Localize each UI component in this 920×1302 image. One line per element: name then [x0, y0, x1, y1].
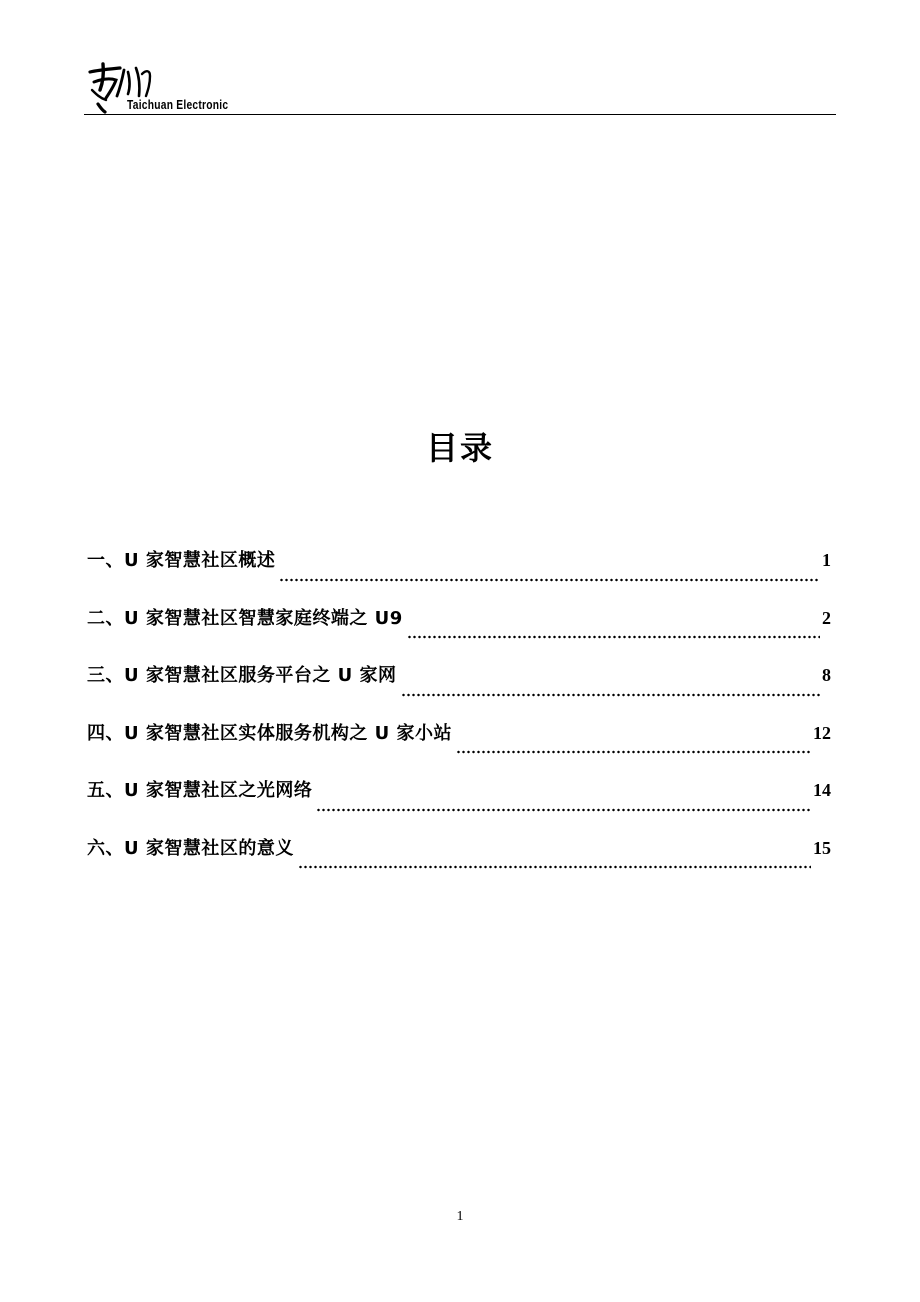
toc-entry[interactable]: [87, 775, 831, 833]
toc-dot-leader: [407, 635, 820, 639]
toc-entry-label: 一、U 家智慧社区概述: [87, 550, 276, 571]
toc-entry-label: 六、U 家智慧社区的意义: [87, 837, 294, 859]
toc-entry-label: 三、U 家智慧社区服务平台之 U 家网: [87, 665, 397, 686]
toc-entry-page: 2: [822, 607, 831, 628]
toc-entry[interactable]: [87, 718, 831, 776]
company-name: Taichuan Electronic: [127, 98, 229, 112]
toc-entry[interactable]: [87, 603, 831, 661]
footer-page-number: 1: [456, 1209, 464, 1224]
table-of-contents: [87, 545, 831, 890]
toc-entry[interactable]: [87, 833, 831, 891]
toc-entry-label: 四、U 家智慧社区实体服务机构之 U 家小站: [87, 722, 453, 744]
toc-dot-leader: [279, 578, 820, 582]
toc-entry-page: 12: [813, 722, 831, 743]
toc-title: 目录: [425, 429, 494, 467]
toc-entry-page: 14: [813, 780, 831, 800]
header-divider: [84, 114, 836, 115]
toc-entry-page: 1: [822, 550, 831, 570]
toc-dot-leader: [298, 865, 811, 869]
toc-dot-leader: [401, 693, 820, 697]
page-header: [84, 60, 836, 116]
toc-entry-page: 15: [813, 837, 831, 858]
toc-dot-leader: [316, 808, 811, 812]
toc-entry-label: 二、U 家智慧社区智慧家庭终端之 U9: [87, 607, 403, 629]
toc-entry[interactable]: [87, 545, 831, 603]
toc-entry-page: 8: [822, 665, 831, 685]
toc-dot-leader: [456, 750, 811, 754]
toc-entry[interactable]: [87, 660, 831, 718]
toc-entry-label: 五、U 家智慧社区之光网络: [87, 780, 313, 801]
